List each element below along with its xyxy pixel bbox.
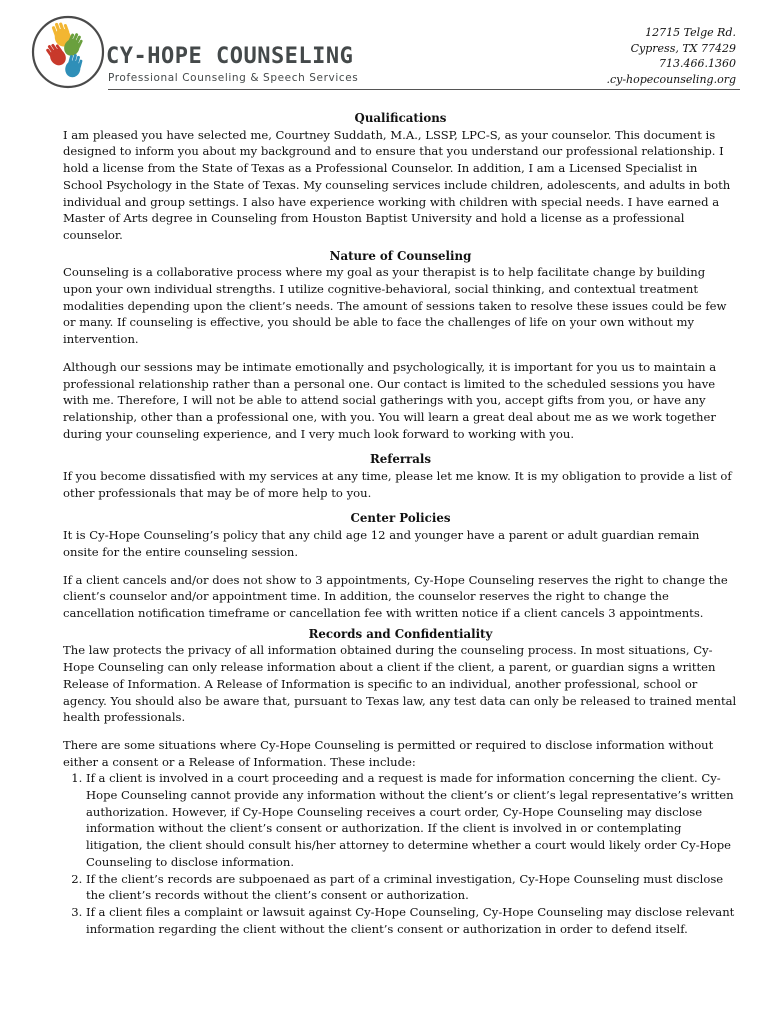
hands-logo-icon <box>30 14 106 90</box>
nature-paragraph-2: Although our sessions may be intimate emotionally and psychologically, it is important for you us to maintain a professional relationship rather than a personal one. Our contact is limited to the scheduled sessions you have with me. Therefore, I will not be able to attend social gatherings with you, accept gifts from you, or have any relationship, other than a professional one, with you. You will learn a great deal about me as we work together during your counseling experience, and I very much look forward to working with you. <box>63 359 717 441</box>
address-street: 12715 Telge Rd. <box>645 26 736 39</box>
section-heading-nature: Nature of Counseling <box>329 248 472 263</box>
address-phone: 713.466.1360 <box>659 57 736 70</box>
section-heading-referrals: Referrals <box>369 452 432 467</box>
records-paragraph-1: The law protects the privacy of all information obtained during the counseling process. In most situations, Cy-Hope Counseling can only release information about a client if the client, a parent, or guardian signs a written Release of Information. A Release of Information is specific to an individual, another professional, school or agency. You should also be aware that, pursuant to Texas law, any test data can only be released to trained mental health professionals. <box>63 643 737 725</box>
section-heading-policies: Center Policies <box>350 511 451 526</box>
qualifications-paragraph: I am pleased you have selected me, Courtney Suddath, M.A., LSSP, LPC-S, as your counselor. This document is designed to inform you about my background and to ensure that you understand our professional relationship. I hold a license from the State of Texas as a Professional Counselor. In addition, I am a Licensed Specialist in School Psychology in the State of Texas. My counseling services include children, adolescents, and adults in both individual and group settings. I also have experience working with children with special needs. I have earned a Master of Arts degree in Counseling from Houston Baptist University and hold a license as a professional counselor. <box>63 127 731 242</box>
company-tagline: Professional Counseling & Speech Services <box>108 72 359 84</box>
records-paragraph-2: There are some situations where Cy-Hope Counseling is permitted or required to disclose information without either a consent or a Release of Information. These include: <box>63 737 714 769</box>
company-logo <box>30 14 380 94</box>
referrals-paragraph: If you become dissatisfied with my services at any time, please let me know. It is my obligation to provide a list of other professionals that may be of more help to you. <box>63 469 732 500</box>
nature-paragraph-1: Counseling is a collaborative process where my goal as your therapist is to help facilitate change by building upon your own individual strengths. I utilize cognitive-behavioral, social thinking, and contextual treatment modalities depending upon the client’s needs. The amount of sessions taken to resolve these issues could be few or many. If counseling is effective, you should be able to face the challenges of life on your own without my intervention. <box>63 265 727 347</box>
company-address <box>606 25 736 87</box>
section-heading-records: Records and Confidentiality <box>308 626 493 641</box>
list-item: 1. If a client is involved in a court proceeding and a request is made for information concerning the client. Cy-Hope Counseling cannot provide any information without the client’s or client’s legal representative’s written authorization. However, if Cy-Hope Counseling receives a court order, Cy-Hope Counseling may disclose information without the client’s consent or authorization. If the client is involved in or contemplating litigation, the client should consult his/her attorney to determine whether a court would likely order Cy-Hope Counseling to disclose information. <box>86 770 738 870</box>
policies-paragraph-1: It is Cy-Hope Counseling’s policy that any child age 12 and younger have a parent or adult guardian remain onsite for the entire counseling session. <box>63 528 700 559</box>
address-website: .cy-hopecounseling.org <box>606 72 736 86</box>
address-city: Cypress, TX 77429 <box>630 41 736 55</box>
section-heading-qualifications: Qualifications <box>354 111 447 125</box>
list-item: 2. If the client’s records are subpoenaed as part of a criminal investigation, Cy-Hope Counseling must disclose the client’s records without the client’s consent or authorization. <box>86 871 738 904</box>
list-item: 3. If a client files a complaint or lawsuit against Cy-Hope Counseling, Cy-Hope Counseling may disclose relevant information regarding the client without the client’s consent or authorization in order to defend itself. <box>86 904 738 937</box>
company-name: CY-HOPE COUNSELING <box>106 44 354 69</box>
policies-paragraph-2: If a client cancels and/or does not show to 3 appointments, Cy-Hope Counseling reserves the right to change the client’s counselor and/or appointment time. In addition, the counselor reserves the right to change the cancellation notification timeframe or cancellation fee with written notice if a client cancels 3 appointments. <box>63 572 728 620</box>
disclosure-list <box>63 770 738 937</box>
header-divider <box>108 89 740 90</box>
document-body <box>63 110 738 937</box>
